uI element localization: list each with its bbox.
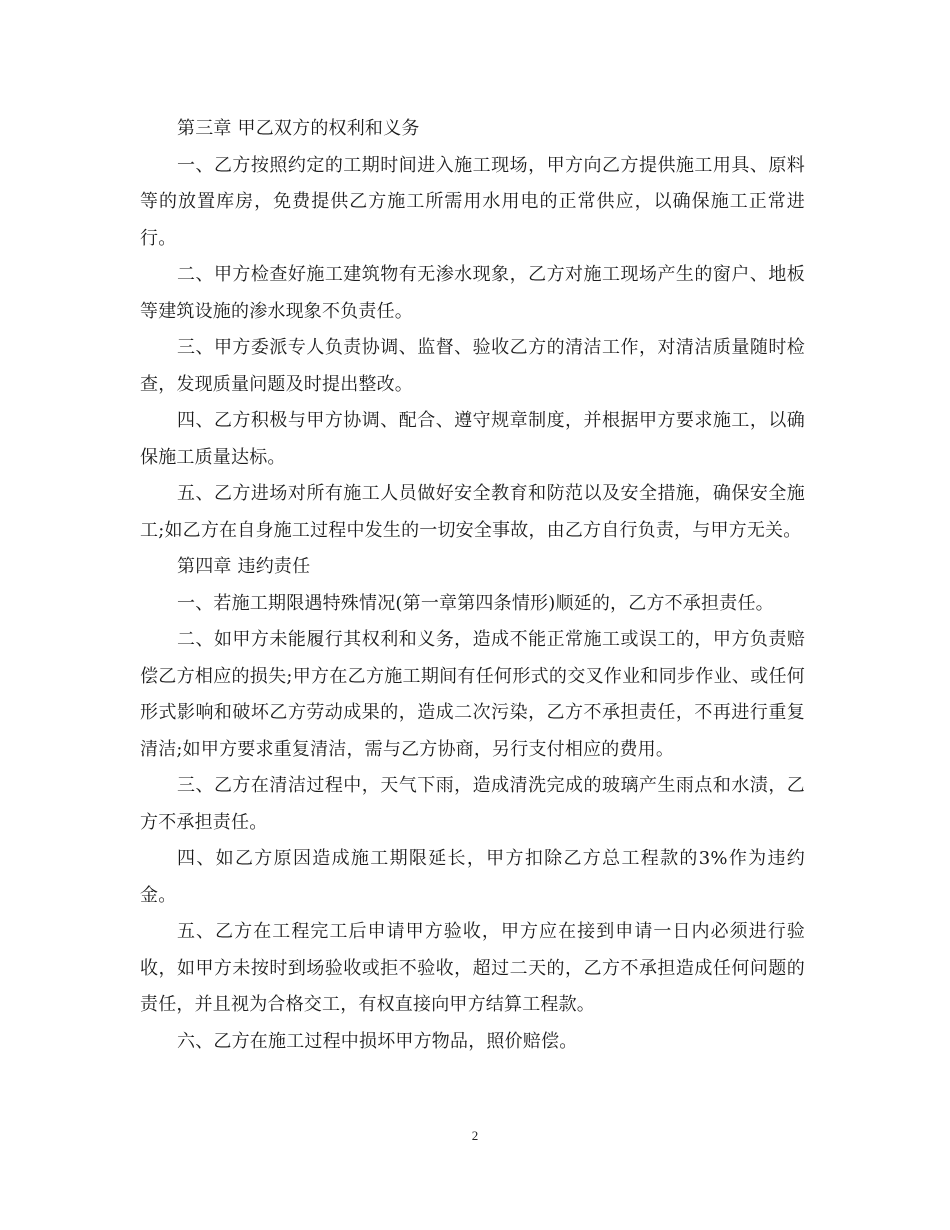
paragraph-ch4-item-6: 六、乙方在施工过程中损坏甲方物品，照价赔偿。 (177, 1030, 578, 1052)
paragraph-ch4-item-4: 四、如乙方原因造成施工期限延长，甲方扣除乙方总工程款的3%作为违约金。 (140, 848, 805, 906)
chapter-heading-4: 第四章 违约责任 (177, 556, 311, 577)
paragraph-ch4-item-5: 五、乙方在工程完工后申请甲方验收，甲方应在接到申请一日内必须进行验收，如甲方未按时到场验收或拒不验收，超过二天的，乙方不承担造成任何问题的责任，并且视为合格交工，有权直接向甲方结算工程款。 (140, 921, 805, 1015)
paragraph-ch3-item-3: 三、甲方委派专人负责协调、监督、验收乙方的清洁工作，对清洁质量随时检查，发现质量问题及时提出整改。 (140, 337, 805, 395)
paragraph-ch4-item-2: 二、如甲方未能履行其权利和义务，造成不能正常施工或误工的，甲方负责赔偿乙方相应的损失;甲方在乙方施工期间有任何形式的交叉作业和同步作业、或任何形式影响和破坏乙方劳动成果的，造成二次污染，乙方不承担责任，不再进行重复清洁;如甲方要求重复清洁，需与乙方协商，另行支付相应的费用。 (140, 629, 805, 760)
page-number: 2 (471, 1128, 479, 1143)
chapter-heading-3: 第三章 甲乙双方的权利和义务 (177, 118, 420, 139)
paragraph-ch3-item-1: 一、乙方按照约定的工期时间进入施工现场，甲方向乙方提供施工用具、原料等的放置库房，免费提供乙方施工所需用水用电的正常供应，以确保施工正常进行。 (140, 154, 805, 249)
paragraph-ch3-item-5: 五、乙方进场对所有施工人员做好安全教育和防范以及安全措施，确保安全施工;如乙方在自身施工过程中发生的一切安全事故，由乙方自行负责，与甲方无关。 (140, 483, 805, 541)
paragraph-ch4-item-3: 三、乙方在清洁过程中，天气下雨，造成清洗完成的玻璃产生雨点和水渍，乙方不承担责任。 (140, 775, 805, 833)
document-body (140, 111, 805, 1060)
paragraph-ch3-item-4: 四、乙方积极与甲方协调、配合、遵守规章制度，并根据甲方要求施工，以确保施工质量达标。 (140, 410, 805, 468)
paragraph-ch3-item-2: 二、甲方检查好施工建筑物有无渗水现象，乙方对施工现场产生的窗户、地板等建筑设施的渗水现象不负责任。 (140, 264, 805, 322)
paragraph-ch4-item-1: 一、若施工期限遇特殊情况(第一章第四条情形)顺延的，乙方不承担责任。 (177, 592, 774, 614)
